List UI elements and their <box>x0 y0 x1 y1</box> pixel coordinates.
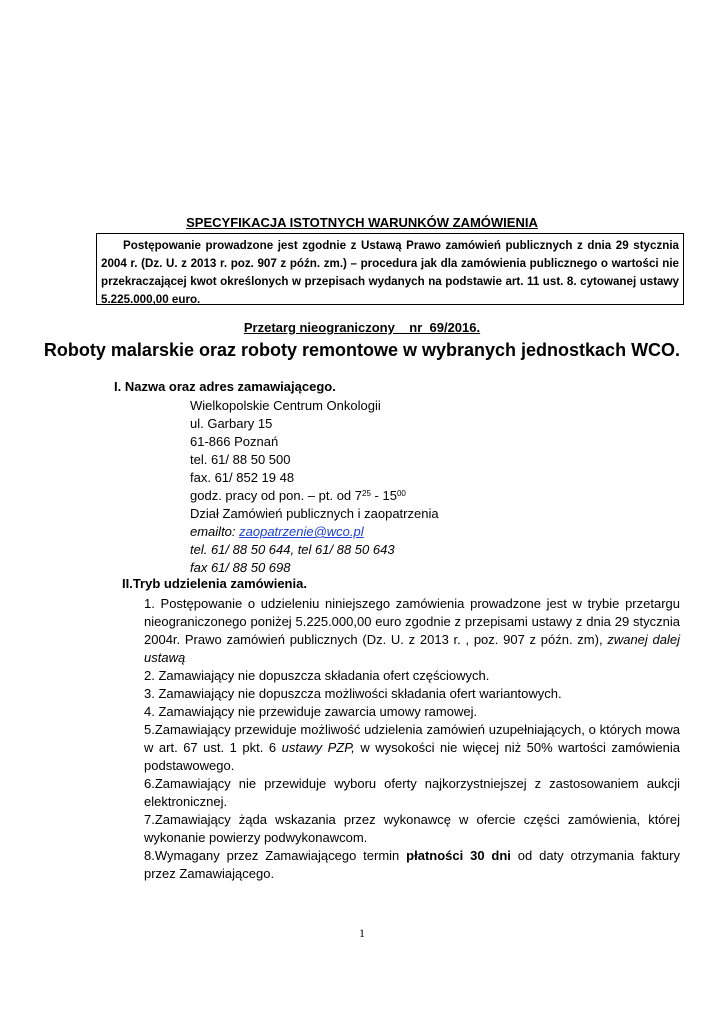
document-title: SPECYFIKACJA ISTOTNYCH WARUNKÓW ZAMÓWIENIA <box>186 215 538 230</box>
authority-name: Wielkopolskie Centrum Onkologii <box>190 398 381 413</box>
authority-city: 61-866 Poznań <box>190 434 279 449</box>
list-item-1: 1. Postępowanie o udzieleniu niniejszego zamówienia prowadzone jest w trybie przetargu nieograniczonego poniżej 5.225.000,00 euro zgodnie z przepisami ustawy z dnia 29 stycznia 2004r. Prawo zamówień publicznych (Dz. U. z 2013 r. , poz. 907 z późn. zm), zwanej dalej ustawą <box>144 596 680 665</box>
legal-basis-text: Postępowanie prowadzone jest zgodnie z Ustawą Prawo zamówień publicznych z dnia 29 stycznia 2004 r. (Dz. U. z 2013 r. poz. 907 z późn. zm.) – procedura jak dla zamówienia publicznego o wartości nie przekraczającej kwot określonych w przepisach wydanych na podstawie art. 11 ust. 8. cytowanej ustawy 5.225.000,00 euro. <box>101 239 679 306</box>
contracting-authority-address <box>190 397 439 577</box>
department-fax: fax 61/ 88 50 698 <box>190 560 291 575</box>
list-item-8: 8.Wymagany przez Zamawiającego termin płatności 30 dni od daty otrzymania faktury przez Zamawiającego. <box>144 848 680 881</box>
email-link[interactable]: zaopatrzenie@wco.pl <box>239 524 364 539</box>
section-1-heading: I. Nazwa oraz adres zamawiającego. <box>114 379 336 394</box>
list-item-5: 5.Zamawiający przewiduje możliwość udzielenia zamówień uzupełniających, o których mowa w art. 67 ust. 1 pkt. 6 ustawy PZP, w wysokości nie więcej niż 50% wartości zamówienia podstawowego. <box>144 722 681 773</box>
list-item-4: 4. Zamawiający nie przewiduje zawarcia umowy ramowej. <box>144 704 478 719</box>
contract-subject: Roboty malarskie oraz roboty remontowe w wybranych jednostkach WCO. <box>43 340 681 360</box>
list-item-3: 3. Zamawiający nie dopuszcza możliwości składania ofert wariantowych. <box>144 686 562 701</box>
list-item-2: 2. Zamawiający nie dopuszcza składania ofert częściowych. <box>144 668 490 683</box>
department-phones: tel. 61/ 88 50 644, tel 61/ 88 50 643 <box>190 542 395 557</box>
list-item-7: 7.Zamawiający żąda wskazania przez wykonawcę w ofercie części zamówienia, której wykonanie powierzy podwykonawcom. <box>144 812 680 845</box>
authority-street: ul. Garbary 15 <box>190 416 273 431</box>
section-2-heading: II.Tryb udzielenia zamówienia. <box>122 576 307 591</box>
legal-basis-box <box>96 233 684 305</box>
page-number: 1 <box>359 926 365 940</box>
department: Dział Zamówień publicznych i zaopatrzenia <box>190 506 439 521</box>
tender-number: Przetarg nieograniczony nr 69/2016. <box>243 320 481 335</box>
email-line: emailto: zaopatrzenie@wco.pl <box>190 524 364 539</box>
authority-phone: tel. 61/ 88 50 500 <box>190 452 291 467</box>
list-item-6: 6.Zamawiający nie przewiduje wyboru oferty najkorzystniejszej z zastosowaniem aukcji elektronicznej. <box>144 776 680 809</box>
authority-fax: fax. 61/ 852 19 48 <box>190 470 295 485</box>
working-hours: godz. pracy od pon. – pt. od $7^{25} - 15^{00}$ <box>190 488 406 503</box>
